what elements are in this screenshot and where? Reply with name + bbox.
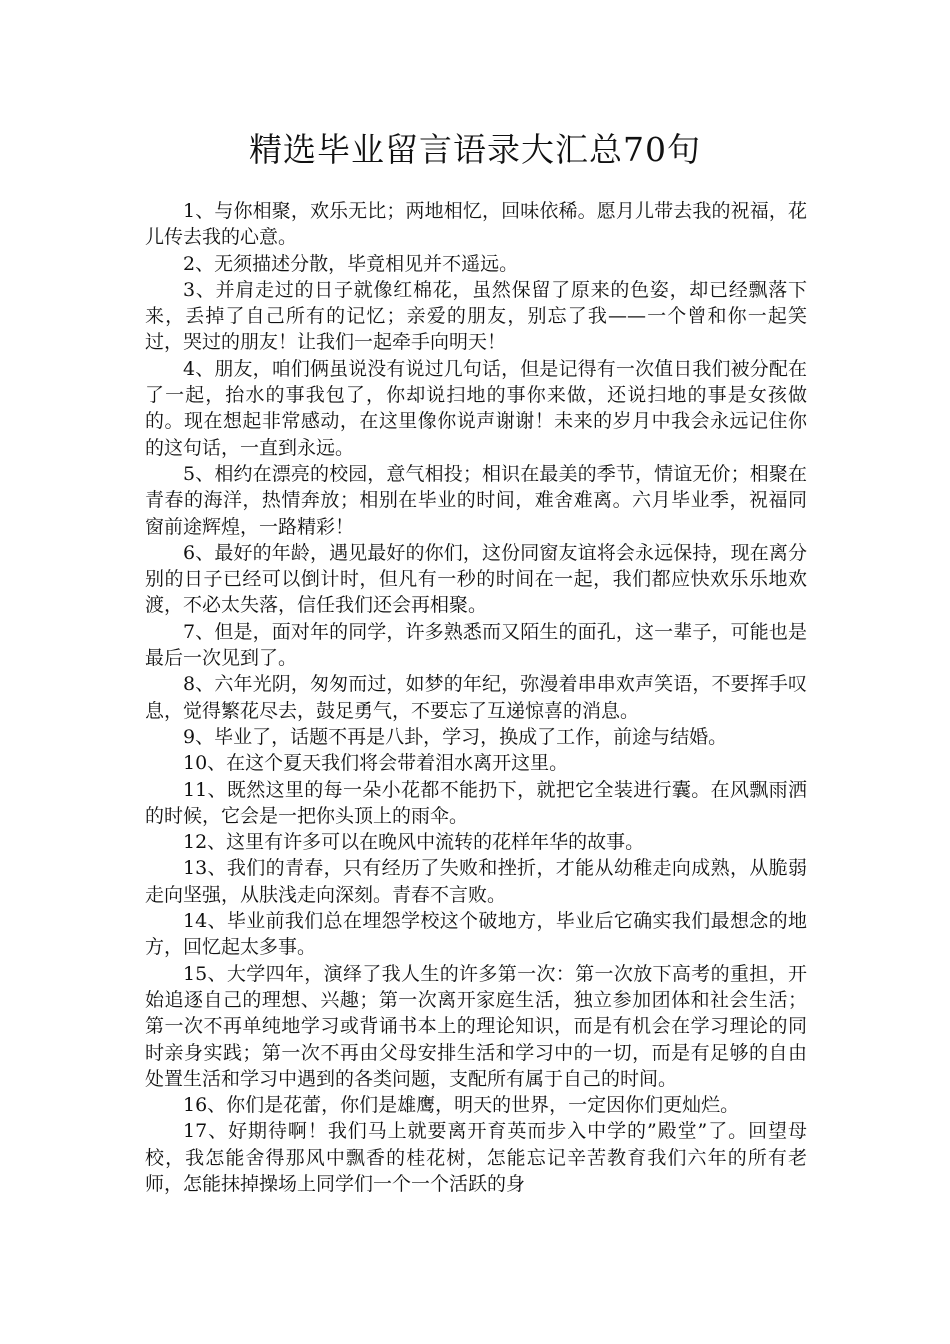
quote-paragraph: 16、你们是花蕾，你们是雄鹰，明天的世界，一定因你们更灿烂。 [183, 1094, 740, 1117]
quote-paragraph: 2、无须描述分散，毕竟相见并不遥远。 [183, 252, 519, 275]
quote-paragraph: 14、毕业前我们总在埋怨学校这个破地方，毕业后它确实我们最想念的地方，回忆起太多事。 [145, 910, 807, 959]
quote-paragraph: 4、朋友，咱们俩虽说没有说过几句话，但是记得有一次值日我们被分配在了一起，抬水的事我包了，你却说扫地的事你来做，还说扫地的事是女孩做的。现在想起非常感动，在这里像你说声谢谢！未来的岁月中我会永远记住你的这句话，一直到永远。 [145, 357, 807, 459]
quote-paragraph: 5、相约在漂亮的校园，意气相投；相识在最美的季节，情谊无价；相聚在青春的海洋，热情奔放；相别在毕业的时间，难舍难离。六月毕业季，祝福同窗前途辉煌，一路精彩！ [145, 462, 807, 538]
quote-paragraph: 7、但是，面对年的同学，许多熟悉而又陌生的面孔，这一辈子，可能也是最后一次见到了。 [145, 620, 807, 670]
quote-paragraph: 13、我们的青春，只有经历了失败和挫折，才能从幼稚走向成熟，从脆弱走向坚强，从肤浅走向深刻。青春不言败。 [145, 857, 807, 906]
quote-paragraph: 6、最好的年龄，遇见最好的你们，这份同窗友谊将会永远保持，现在离分别的日子已经可以倒计时，但凡有一秒的时间在一起，我们都应快欢乐乐地欢渡，不必太失落，信任我们还会再相聚。 [145, 541, 807, 617]
quote-paragraph: 15、大学四年，演绎了我人生的许多第一次：第一次放下高考的重担，开始追逐自己的理想、兴趣；第一次离开家庭生活，独立参加团体和社会生活；第一次不再单纯地学习或背诵书本上的理论知识，而是有机会在学习理论的同时亲身实践；第一次不再由父母安排生活和学习中的一切，而是有足够的自由处置生活和学习中遇到的各类问题，支配所有属于自己的时间。 [145, 962, 807, 1090]
quote-paragraph: 10、在这个夏天我们将会带着泪水离开这里。 [183, 752, 569, 775]
quote-paragraph: 9、毕业了，话题不再是八卦，学习，换成了工作，前途与结婚。 [183, 725, 728, 748]
quote-paragraph: 11、既然这里的每一朵小花都不能扔下，就把它全装进行囊。在风飘雨洒的时候，它会是一把你头顶上的雨伞。 [145, 778, 807, 827]
document-title: 精选毕业留言语录大汇总70句 [249, 130, 701, 169]
quote-paragraph: 12、这里有许多可以在晚风中流转的花样年华的故事。 [183, 831, 645, 854]
document-body [145, 198, 807, 1197]
quote-paragraph: 3、并肩走过的日子就像红棉花，虽然保留了原来的色姿，却已经飘落下来，丢掉了自己所有的记忆；亲爱的朋友，别忘了我——一个曾和你一起笑过，哭过的朋友！让我们一起牵手向明天！ [145, 278, 807, 354]
quote-paragraph: 8、六年光阴，匆匆而过，如梦的年纪，弥漫着串串欢声笑语，不要挥手叹息，觉得繁花尽去，鼓足勇气，不要忘了互递惊喜的消息。 [145, 673, 807, 722]
quote-paragraph: 1、与你相聚，欢乐无比；两地相忆，回味依稀。愿月儿带去我的祝福，花儿传去我的心意。 [145, 200, 807, 249]
quote-paragraph: 17、好期待啊！我们马上就要离开育英而步入中学的”殿堂”了。回望母校，我怎能舍得那风中飘香的桂花树，怎能忘记辛苦教育我们六年的所有老师，怎能抹掉操场上同学们一个一个活跃的身 [145, 1120, 807, 1195]
